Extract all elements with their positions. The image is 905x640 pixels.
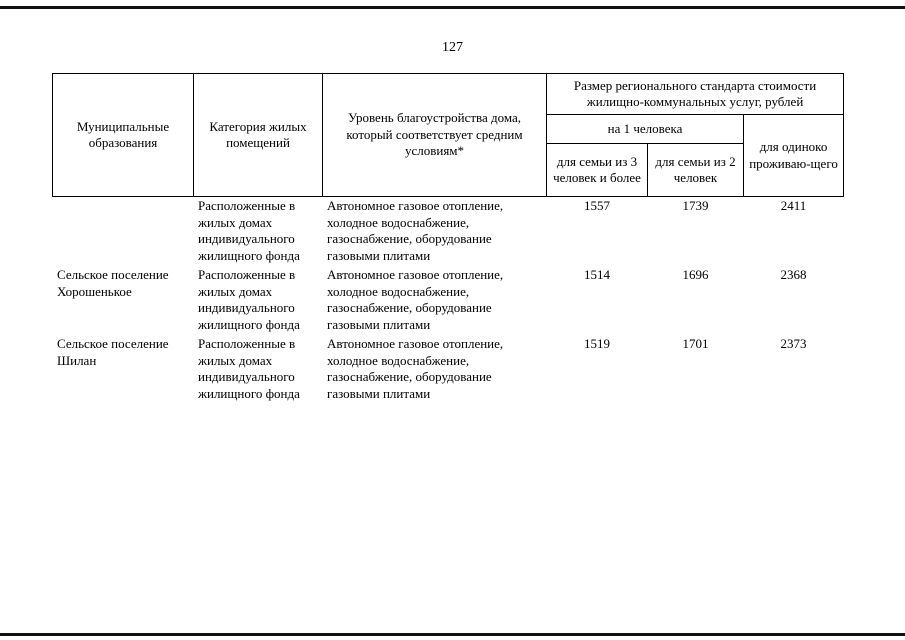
header-family3: для семьи из 3 человек и более [547, 144, 648, 197]
row-family3: 1514 [584, 267, 610, 282]
header-family2: для семьи из 2 человек [648, 144, 744, 197]
row-municipality [53, 197, 194, 267]
row-family2: 1696 [682, 267, 709, 282]
header-single: для одиноко проживаю-щего [744, 115, 844, 197]
page-number: 127 [442, 40, 463, 55]
row-municipality: Сельское поселение Хорошенькое [57, 267, 169, 299]
top-rule [0, 6, 905, 9]
table-row [53, 266, 844, 335]
standard-cost-table [52, 73, 844, 404]
bottom-rule [0, 633, 905, 636]
header-per-person: на 1 человека [547, 115, 744, 144]
row-level: Автономное газовое отопление, холодное водоснабжение, газоснабжение, оборудование газовыми плитами [327, 336, 504, 401]
header-level: Уровень благоустройства дома, который соответствует средним условиям* [323, 74, 547, 197]
row-family3: 1519 [584, 336, 610, 351]
header-category: Категория жилых помещений [194, 74, 323, 197]
row-level: Автономное газовое отопление, холодное водоснабжение, газоснабжение, оборудование газовыми плитами [327, 267, 504, 332]
row-family2: 1739 [682, 198, 709, 213]
row-municipality: Сельское поселение Шилан [57, 336, 169, 368]
row-category: Расположенные в жилых домах индивидуального жилищного фонда [198, 336, 300, 401]
row-category: Расположенные в жилых домах индивидуального жилищного фонда [198, 198, 300, 263]
header-municipality: Муниципальные образования [53, 74, 194, 197]
table-row [53, 335, 844, 404]
table-row [53, 197, 844, 267]
header-standard-size: Размер регионального стандарта стоимости жилищно-коммунальных услуг, рублей [547, 74, 844, 115]
row-single: 2373 [780, 336, 807, 351]
row-family2: 1701 [682, 336, 709, 351]
row-level: Автономное газовое отопление, холодное водоснабжение, газоснабжение, оборудование газовыми плитами [327, 198, 504, 263]
row-category: Расположенные в жилых домах индивидуального жилищного фонда [198, 267, 300, 332]
row-family3: 1557 [584, 198, 610, 213]
row-single: 2411 [780, 198, 807, 213]
row-single: 2368 [780, 267, 807, 282]
